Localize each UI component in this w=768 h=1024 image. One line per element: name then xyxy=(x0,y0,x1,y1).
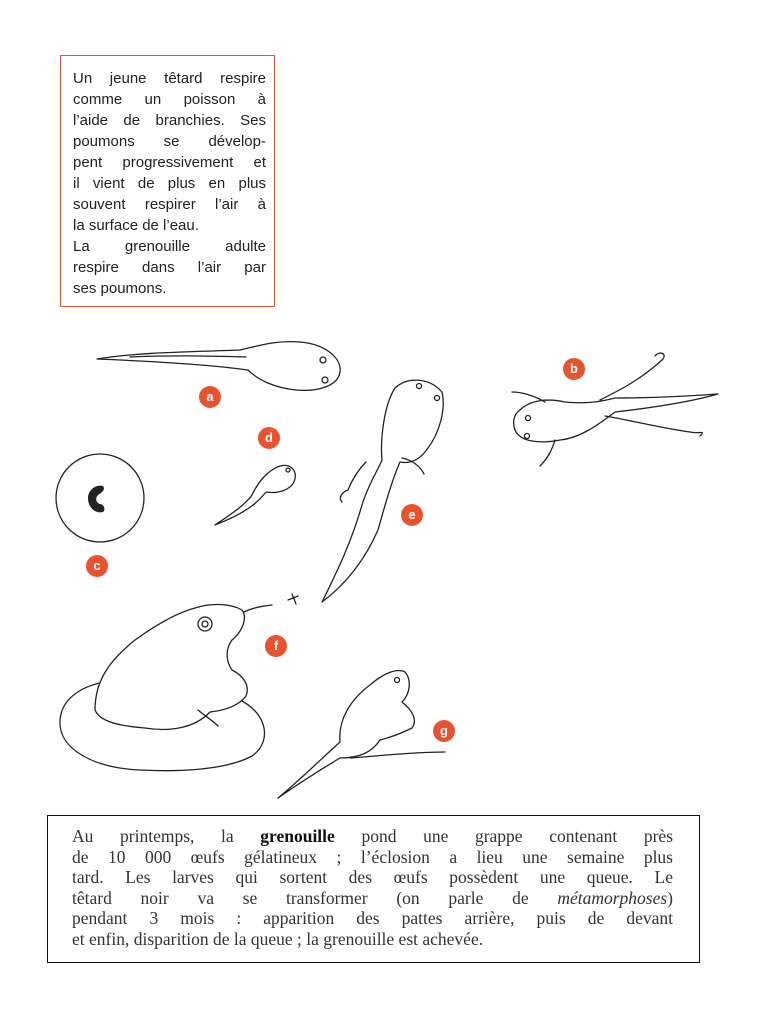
intro-line: comme un poisson à xyxy=(73,91,266,108)
intro-line: poumons se dévelop- xyxy=(73,133,266,150)
label-g-badge: g xyxy=(433,720,455,742)
caption-line-4 xyxy=(72,888,673,909)
caption-text-box xyxy=(47,815,700,963)
intro-line: La grenouille adulte xyxy=(73,238,266,255)
intro-line: respire dans l’air par xyxy=(73,259,266,276)
intro-line: souvent respirer l’air à xyxy=(73,196,266,213)
caption-line-3: tard. Les larves qui sortent des œufs possèdent une queue. Le xyxy=(72,867,673,887)
froglet-b-drawing xyxy=(512,353,718,466)
label-f-badge: f xyxy=(265,635,287,657)
adult-frog-f-drawing xyxy=(60,594,298,771)
tadpole-d-drawing xyxy=(215,465,295,525)
caption-line-1-start: Au printemps, la xyxy=(72,826,234,846)
tadpole-e-drawing xyxy=(322,380,443,602)
intro-line: Un jeune têtard respire xyxy=(73,70,266,87)
label-b-badge: b xyxy=(563,358,585,380)
intro-line: ses poumons. xyxy=(73,280,167,297)
label-d-badge: d xyxy=(258,427,280,449)
caption-line-6: et enfin, disparition de la queue ; la grenouille est achevée. xyxy=(72,928,484,949)
caption-line-1 xyxy=(72,826,673,847)
intro-line: la surface de l’eau. xyxy=(73,217,199,234)
caption-term-metamorphoses: métamorphoses xyxy=(557,887,668,908)
young-frog-g-drawing xyxy=(278,671,445,798)
caption-line-4-start: têtard noir va se transformer (on parle de xyxy=(72,887,529,908)
tadpole-a-drawing xyxy=(97,342,340,391)
intro-line: l’aide de branchies. Ses xyxy=(73,112,266,129)
intro-line: pent progressivement et xyxy=(73,154,266,171)
caption-keyword-grenouille: grenouille xyxy=(260,826,335,846)
label-c-badge: c xyxy=(86,555,108,577)
intro-line: il vient de plus en plus xyxy=(73,175,266,192)
caption-line-4-end: ) xyxy=(667,887,673,908)
label-e-badge: e xyxy=(401,504,423,526)
caption-line-1-end: pond une grappe contenant près xyxy=(361,826,673,846)
egg-c-drawing xyxy=(56,454,144,542)
label-a-badge: a xyxy=(199,386,221,408)
caption-line-2: de 10 000 œufs gélatineux ; l’éclosion a lieu une semaine plus xyxy=(72,846,673,867)
caption-line-5: pendant 3 mois : apparition des pattes arrière, puis de devant xyxy=(72,908,673,928)
